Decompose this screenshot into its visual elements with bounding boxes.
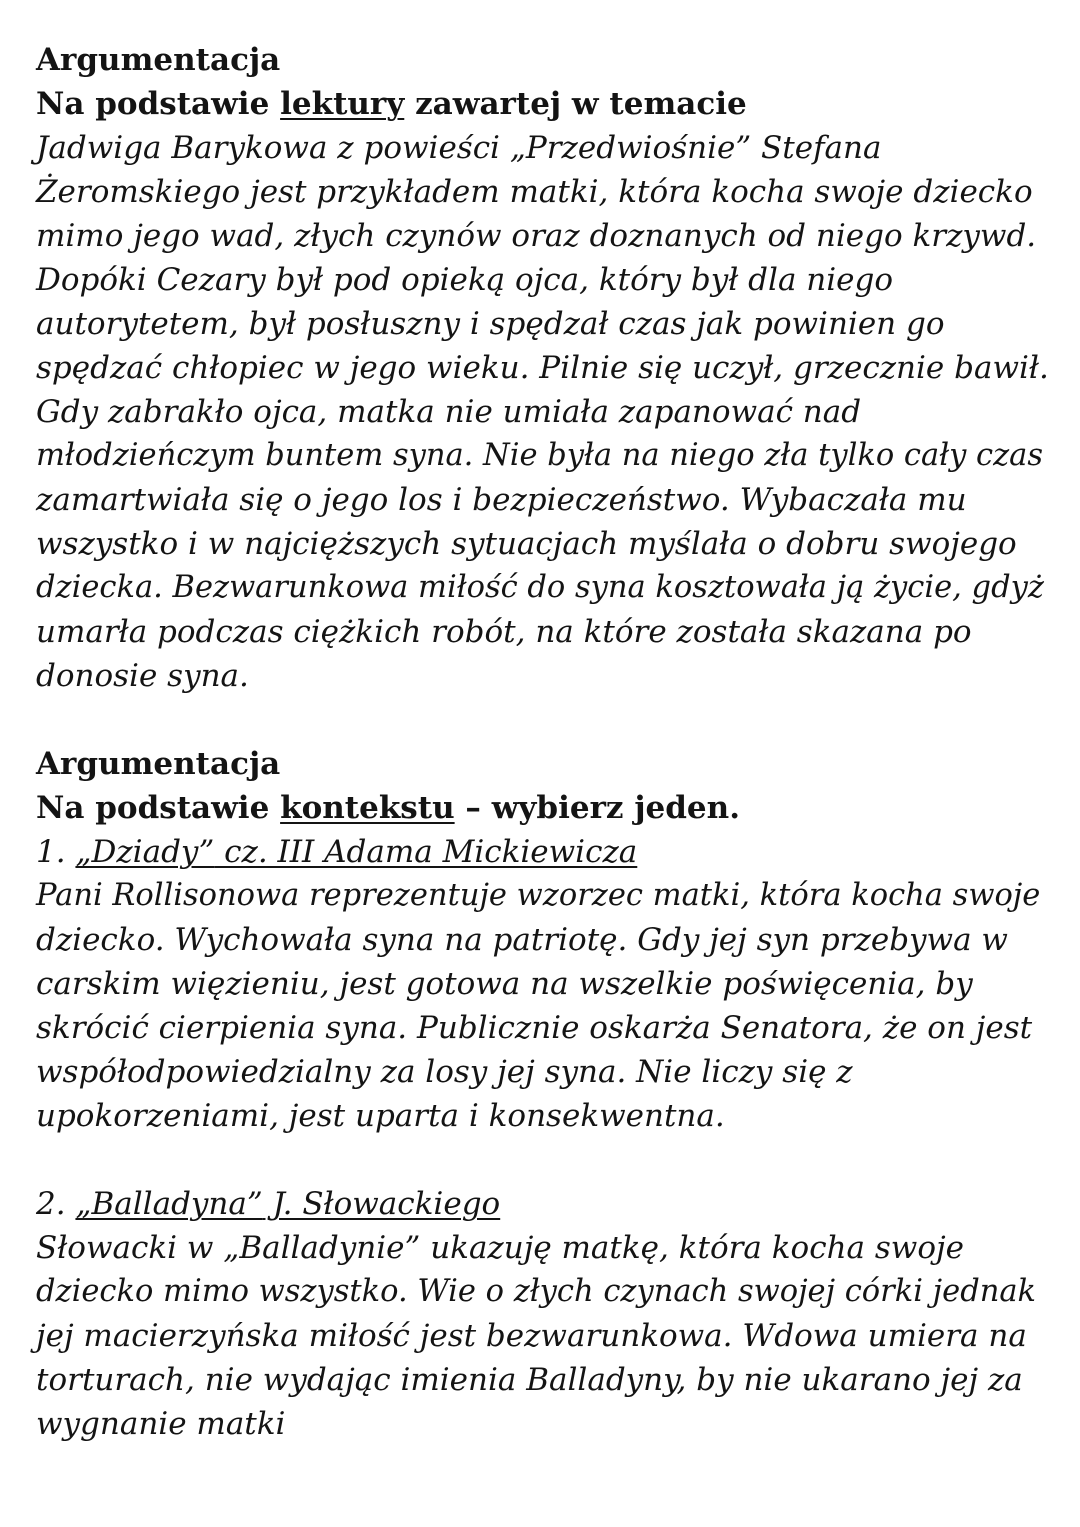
paragraph-line: jej macierzyńska miłość jest bezwarunkowa. Wdowa umiera na	[36, 1318, 1027, 1354]
paragraph-line: umarła podczas ciężkich robót, na które została skazana po	[36, 614, 972, 650]
item-title-rest: cz. III Adama Mickiewicza	[214, 834, 638, 870]
subheading-keyword: kontekstu	[280, 790, 455, 826]
paragraph-line: dziecka. Bezwarunkowa miłość do syna kosztowała ją życie, gdyż	[36, 570, 1044, 605]
subheading-keyword: lektury	[280, 86, 405, 122]
section-heading: Argumentacja	[36, 42, 281, 78]
paragraph-line: Pani Rollisonowa reprezentuje wzorzec matki, która kocha swoje	[36, 878, 1041, 913]
paragraph-line: spędzać chłopiec w jego wieku. Pilnie się uczył, grzecznie bawił.	[36, 350, 1049, 386]
item-title-rest: J. Słowackiego	[262, 1186, 501, 1222]
paragraph-line: Gdy zabrakło ojca, matka nie umiała zapanować nad	[36, 394, 862, 430]
subheading-prefix: Na podstawie	[36, 790, 281, 826]
paragraph-line: skrócić cierpienia syna. Publicznie oskarża Senatora, że on jest	[36, 1010, 1033, 1046]
spacer	[36, 698, 1051, 742]
paragraph-line: dziecko. Wychowała syna na patriotę. Gdy jej syn przebywa w	[36, 922, 1008, 958]
paragraph-line: upokorzeniami, jest uparta i konsekwentna.	[36, 1098, 725, 1134]
paragraph-line: donosie syna.	[36, 658, 249, 694]
paragraph-line: zamartwiała się o jego los i bezpieczeństwo. Wybaczała mu	[36, 482, 967, 518]
document-page	[36, 38, 1051, 1446]
paragraph-line: autorytetem, był posłuszny i spędzał czas jak powinien go	[36, 306, 945, 342]
paragraph-line: torturach, nie wydając imienia Balladyny, by nie ukarano jej za	[36, 1362, 1023, 1398]
section-subheading	[36, 786, 1051, 830]
paragraph-line: Jadwiga Barykowa z powieści „Przedwiośnie” Stefana	[36, 130, 882, 166]
context-item-title	[36, 1182, 1051, 1226]
paragraph-line: Żeromskiego jest przykładem matki, która kocha swoje dziecko	[36, 174, 1033, 210]
paragraph-line: współodpowiedzialny za losy jej syna. Nie liczy się z	[36, 1054, 853, 1090]
paragraph-line: młodzieńczym buntem syna. Nie była na niego zła tylko cały czas	[36, 438, 1043, 473]
subheading-suffix: – wybierz jeden.	[454, 790, 740, 826]
item-number: 1.	[36, 834, 76, 870]
section-lektura	[36, 38, 1051, 698]
paragraph-line: Dopóki Cezary był pod opieką ojca, który był dla niego	[36, 262, 894, 298]
paragraph-line: mimo jego wad, złych czynów oraz doznanych od niego krzywd.	[36, 218, 1037, 254]
paragraph-line: wygnanie matki	[36, 1406, 286, 1442]
item-number: 2.	[36, 1186, 76, 1222]
item-title-quoted: „Balladyna”	[75, 1186, 263, 1222]
section-heading: Argumentacja	[36, 746, 281, 782]
section-subheading	[36, 82, 1051, 126]
paragraph-line: carskim więzieniu, jest gotowa na wszelkie poświęcenia, by	[36, 966, 973, 1002]
item-title-quoted: „Dziady”	[75, 834, 215, 870]
subheading-suffix: zawartej w temacie	[404, 86, 747, 122]
subheading-prefix: Na podstawie	[36, 86, 281, 122]
section-kontekst	[36, 742, 1051, 1446]
spacer	[36, 1138, 1051, 1182]
paragraph-line: wszystko i w najcięższych sytuacjach myślała o dobru swojego	[36, 526, 1017, 562]
context-item-title	[36, 830, 1051, 874]
paragraph-line: dziecko mimo wszystko. Wie o złych czynach swojej córki jednak	[36, 1274, 1037, 1309]
paragraph-line: Słowacki w „Balladynie” ukazuję matkę, która kocha swoje	[36, 1230, 964, 1266]
